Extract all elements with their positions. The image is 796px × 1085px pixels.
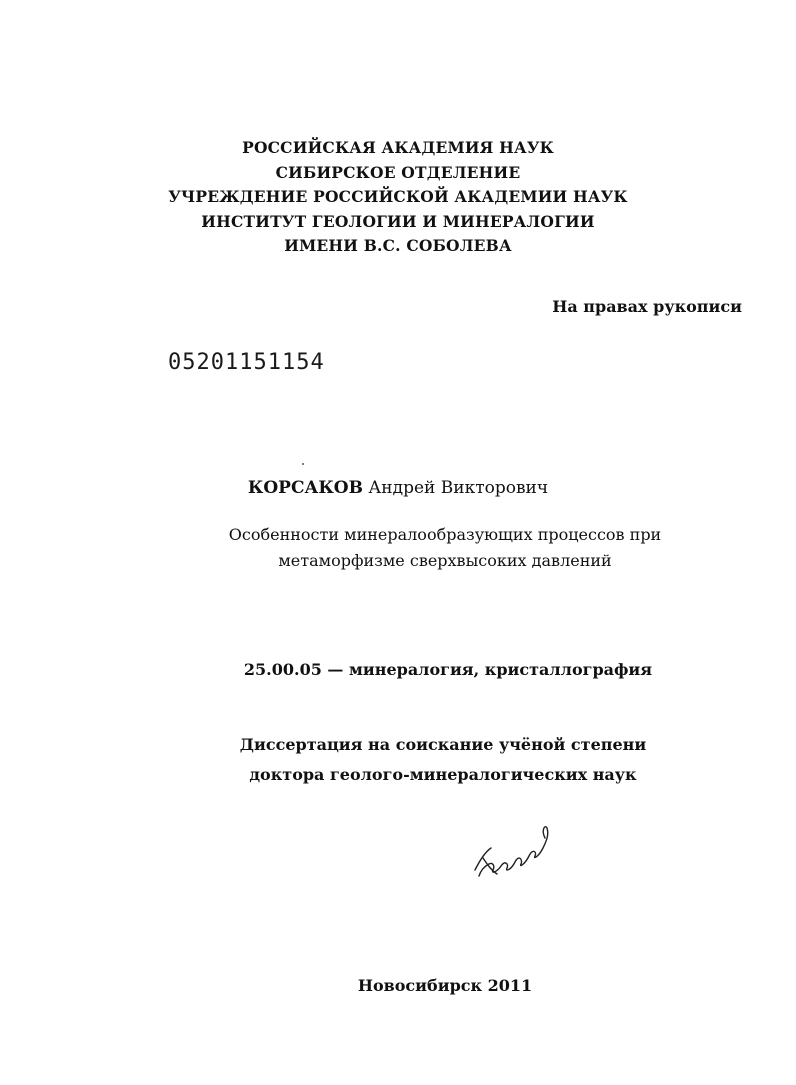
author-surname: КОРСАКОВ xyxy=(247,478,363,498)
city-and-year: Новосибирск 2011 xyxy=(357,976,533,995)
title-line-2: метаморфизме сверхвысоких давлений xyxy=(278,551,612,570)
author-given-names: Андрей Викторович xyxy=(368,478,549,498)
dissertation-title xyxy=(0,522,796,574)
author-name xyxy=(0,478,796,498)
header-line-branch: СИБИРСКОЕ ОТДЕЛЕНИЕ xyxy=(275,162,521,182)
degree-line-2: доктора геолого-минералогических наук xyxy=(249,765,637,784)
degree-statement xyxy=(0,730,796,790)
header-line-institute: ИНСТИТУТ ГЕОЛОГИИ И МИНЕРАЛОГИИ xyxy=(201,211,595,231)
institution-header xyxy=(0,136,796,259)
header-line-academy: РОССИЙСКАЯ АКАДЕМИЯ НАУК xyxy=(242,138,554,157)
catalog-number: 05201151154 xyxy=(168,350,325,375)
scan-speck xyxy=(302,463,304,465)
header-line-named-after: ИМЕНИ В.С. СОБОЛЕВА xyxy=(284,236,512,255)
specialty-code: 25.00.05 — минералогия, кристаллография xyxy=(243,660,653,679)
header-line-institution: УЧРЕЖДЕНИЕ РОССИЙСКОЙ АКАДЕМИИ НАУК xyxy=(168,187,628,206)
title-line-1: Особенности минералообразующих процессов при xyxy=(228,525,662,544)
handwritten-signature xyxy=(465,818,565,888)
degree-line-1: Диссертация на соискание учёной степени xyxy=(239,735,647,754)
manuscript-rights-note: На правах рукописи xyxy=(552,297,742,316)
